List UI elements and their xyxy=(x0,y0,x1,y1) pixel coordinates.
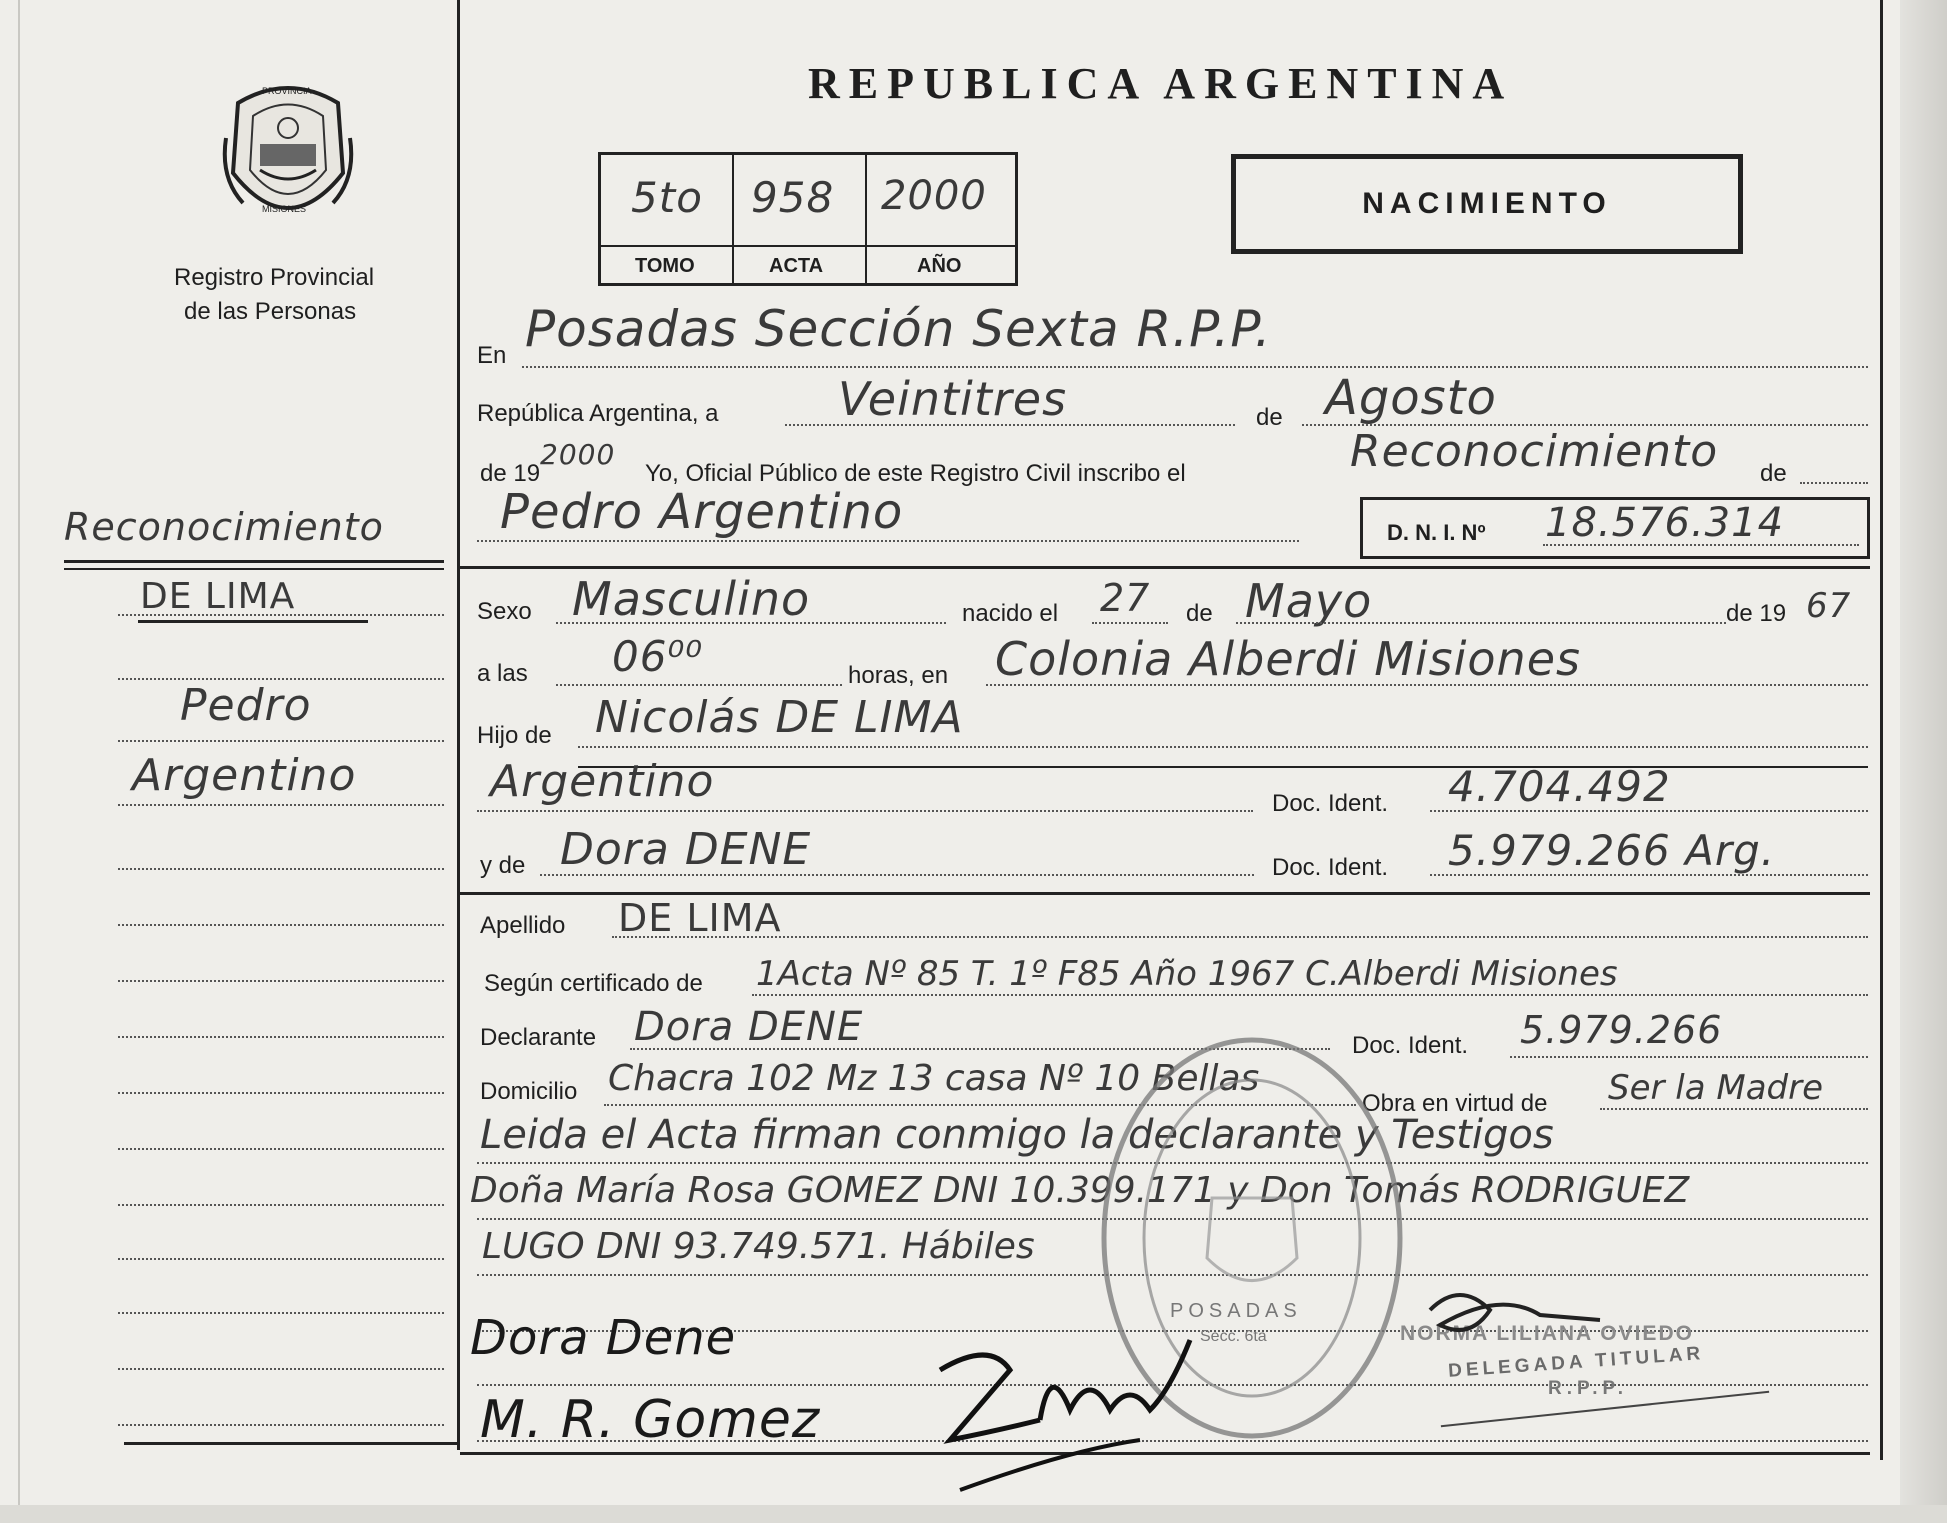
birth-year-value: 67 xyxy=(1806,586,1852,626)
apellido-label: Apellido xyxy=(480,912,566,939)
declarant-value: Dora DENE xyxy=(634,1004,864,1050)
section-rule-1 xyxy=(460,566,1870,569)
country-title: REPUBLICA ARGENTINA xyxy=(808,59,1514,108)
acta-value: 958 xyxy=(751,173,835,222)
father-nationality: Argentino xyxy=(490,756,715,807)
hour-value: 06⁰⁰ xyxy=(612,632,704,681)
surname-value: DE LIMA xyxy=(618,896,782,940)
republica-label: República Argentina, a xyxy=(477,400,719,427)
doc-type-box xyxy=(1231,154,1743,254)
margin-surname: DE LIMA xyxy=(140,576,296,617)
nacido-label: nacido el xyxy=(962,600,1059,627)
act-type-value: Reconocimiento xyxy=(1350,426,1719,477)
birth-de-label: de xyxy=(1186,600,1213,627)
margin-line xyxy=(118,614,444,616)
margin-line xyxy=(118,1036,444,1038)
ano-label: AÑO xyxy=(917,255,962,277)
registry-name-line1: Registro Provincial xyxy=(174,264,375,291)
left-page-edge xyxy=(18,0,20,1523)
certificate-line xyxy=(752,994,1868,996)
birth-month-line xyxy=(1236,622,1726,624)
margin-line xyxy=(118,804,444,806)
margin-line xyxy=(118,868,444,870)
day-line xyxy=(785,424,1235,426)
capacity-value: Ser la Madre xyxy=(1608,1068,1824,1108)
dni-box xyxy=(1360,497,1870,559)
obra-label: Obra en virtud de xyxy=(1362,1090,1548,1117)
dni-line xyxy=(1543,544,1859,546)
person-name: Pedro Argentino xyxy=(500,484,904,540)
person-line xyxy=(477,540,1299,542)
margin-name2: Argentino xyxy=(132,750,357,801)
en-label: En xyxy=(477,342,507,369)
seal-city: POSADAS xyxy=(1170,1300,1302,1322)
place-line xyxy=(522,366,1868,368)
registry-name-line2: de las Personas xyxy=(184,298,357,325)
day-value: Veintitres xyxy=(838,372,1068,426)
ano-value: 2000 xyxy=(881,173,987,219)
birthplace-line xyxy=(986,684,1868,686)
tomo-label: TOMO xyxy=(635,255,695,277)
margin-note-underline-2 xyxy=(64,568,444,570)
hijo-label: Hijo de xyxy=(477,722,552,749)
column-divider xyxy=(457,0,460,1450)
dni-label: D. N. I. Nº xyxy=(1387,520,1486,545)
de-suffix-line xyxy=(1800,482,1868,484)
father-nationality-line xyxy=(477,810,1253,812)
oficial-text: Yo, Oficial Público de este Registro Civil inscribo el xyxy=(645,460,1186,487)
horas-label: horas, en xyxy=(848,662,949,689)
mother-doc-label: Doc. Ident. xyxy=(1272,854,1389,881)
de-label: de xyxy=(1256,404,1283,431)
mother-doc-value: 5.979.266 Arg. xyxy=(1448,826,1776,875)
doc-type-label: NACIMIENTO xyxy=(1362,187,1612,220)
margin-line xyxy=(118,1368,444,1370)
ref-col-divider-2 xyxy=(865,155,867,283)
margin-line xyxy=(118,678,444,680)
margin-note-underline xyxy=(64,560,444,563)
hour-line xyxy=(556,684,842,686)
declarant-doc-line xyxy=(1510,1056,1868,1058)
margin-surname-underline xyxy=(138,620,368,623)
section-rule-2 xyxy=(460,892,1870,895)
de-year-prefix: de 19 xyxy=(480,460,541,487)
surname-line xyxy=(612,936,1868,938)
margin-line xyxy=(118,1148,444,1150)
tomo-value: 5to xyxy=(631,173,703,222)
sex-value: Masculino xyxy=(572,572,811,626)
margin-line xyxy=(118,740,444,742)
month-value: Agosto xyxy=(1325,370,1497,426)
declarant-doc-label: Doc. Ident. xyxy=(1352,1032,1469,1059)
record-year: 2000 xyxy=(540,438,616,471)
margin-line xyxy=(118,1312,444,1314)
sex-line xyxy=(556,622,946,624)
body-line-1: Leida el Acta firman conmigo la declarante y Testigos xyxy=(480,1112,1554,1158)
margin-bottom-rule xyxy=(124,1442,458,1445)
father-doc-value: 4.704.492 xyxy=(1448,762,1671,811)
birth-day-line xyxy=(1092,622,1168,624)
official-name: NORMA LILIANA OVIEDO xyxy=(1400,1322,1694,1345)
certificado-label: Según certificado de xyxy=(484,970,703,997)
mother-name: Dora DENE xyxy=(560,824,812,875)
place-value: Posadas Sección Sexta R.P.P. xyxy=(525,300,1272,358)
ref-col-divider-1 xyxy=(732,155,734,283)
margin-name1: Pedro xyxy=(180,680,312,731)
margin-line xyxy=(118,1424,444,1426)
seal-section: Secc. 6ta xyxy=(1200,1328,1267,1345)
acta-label: ACTA xyxy=(769,255,824,277)
reference-table xyxy=(598,152,1018,286)
de-suffix: de xyxy=(1760,460,1787,487)
declarante-label: Declarante xyxy=(480,1024,597,1051)
yde-label: y de xyxy=(480,852,526,879)
alas-label: a las xyxy=(477,660,528,687)
father-doc-label: Doc. Ident. xyxy=(1272,790,1389,817)
margin-line xyxy=(118,924,444,926)
signature-witness: M. R. Gomez xyxy=(480,1390,821,1450)
official-office: R.P.P. xyxy=(1548,1378,1629,1399)
margin-note: Reconocimiento xyxy=(64,505,384,549)
seal-bottom-text: MISIONES xyxy=(262,204,307,214)
certificate-value: 1Acta Nº 85 T. 1º F85 Año 1967 C.Alberdi Misiones xyxy=(756,954,1618,994)
birth-month-value: Mayo xyxy=(1245,574,1373,628)
body-line-2: Doña María Rosa GOMEZ DNI 10.399.171 y Don Tomás RODRIGUEZ xyxy=(470,1170,1690,1211)
margin-line xyxy=(118,980,444,982)
margin-line xyxy=(118,1092,444,1094)
declarant-doc-value: 5.979.266 xyxy=(1520,1008,1723,1052)
father-name: Nicolás DE LIMA xyxy=(595,692,964,743)
margin-line xyxy=(118,1258,444,1260)
seal-top-text: PROVINCIA xyxy=(262,86,312,96)
birth-year-label: de 19 xyxy=(1726,600,1787,627)
capacity-line xyxy=(1600,1108,1868,1110)
father-rule xyxy=(578,766,1868,768)
address-value: Chacra 102 Mz 13 casa Nº 10 Bellas xyxy=(608,1058,1260,1099)
ref-row-divider xyxy=(601,245,1015,247)
bottom-shadow xyxy=(0,1505,1947,1523)
signature-declarant: Dora Dene xyxy=(470,1310,737,1366)
father-line xyxy=(578,746,1868,748)
birthplace-value: Colonia Alberdi Misiones xyxy=(995,632,1581,686)
father-doc-line xyxy=(1430,810,1868,812)
right-frame-rule xyxy=(1880,0,1883,1460)
page-edge-shadow xyxy=(1900,0,1947,1523)
birth-day-value: 27 xyxy=(1100,576,1151,620)
dni-value: 18.576.314 xyxy=(1545,500,1785,546)
signature-oviedo-scribble xyxy=(1400,1270,1620,1360)
mother-line xyxy=(540,874,1254,876)
signature-officer-scribble xyxy=(920,1300,1280,1500)
mother-doc-line xyxy=(1430,874,1868,876)
official-role: DELEGADA TITULAR xyxy=(1447,1343,1705,1382)
sexo-label: Sexo xyxy=(477,598,532,625)
body-line-3: LUGO DNI 93.749.571. Hábiles xyxy=(482,1226,1035,1267)
margin-line xyxy=(118,1204,444,1206)
domicilio-label: Domicilio xyxy=(480,1078,578,1105)
